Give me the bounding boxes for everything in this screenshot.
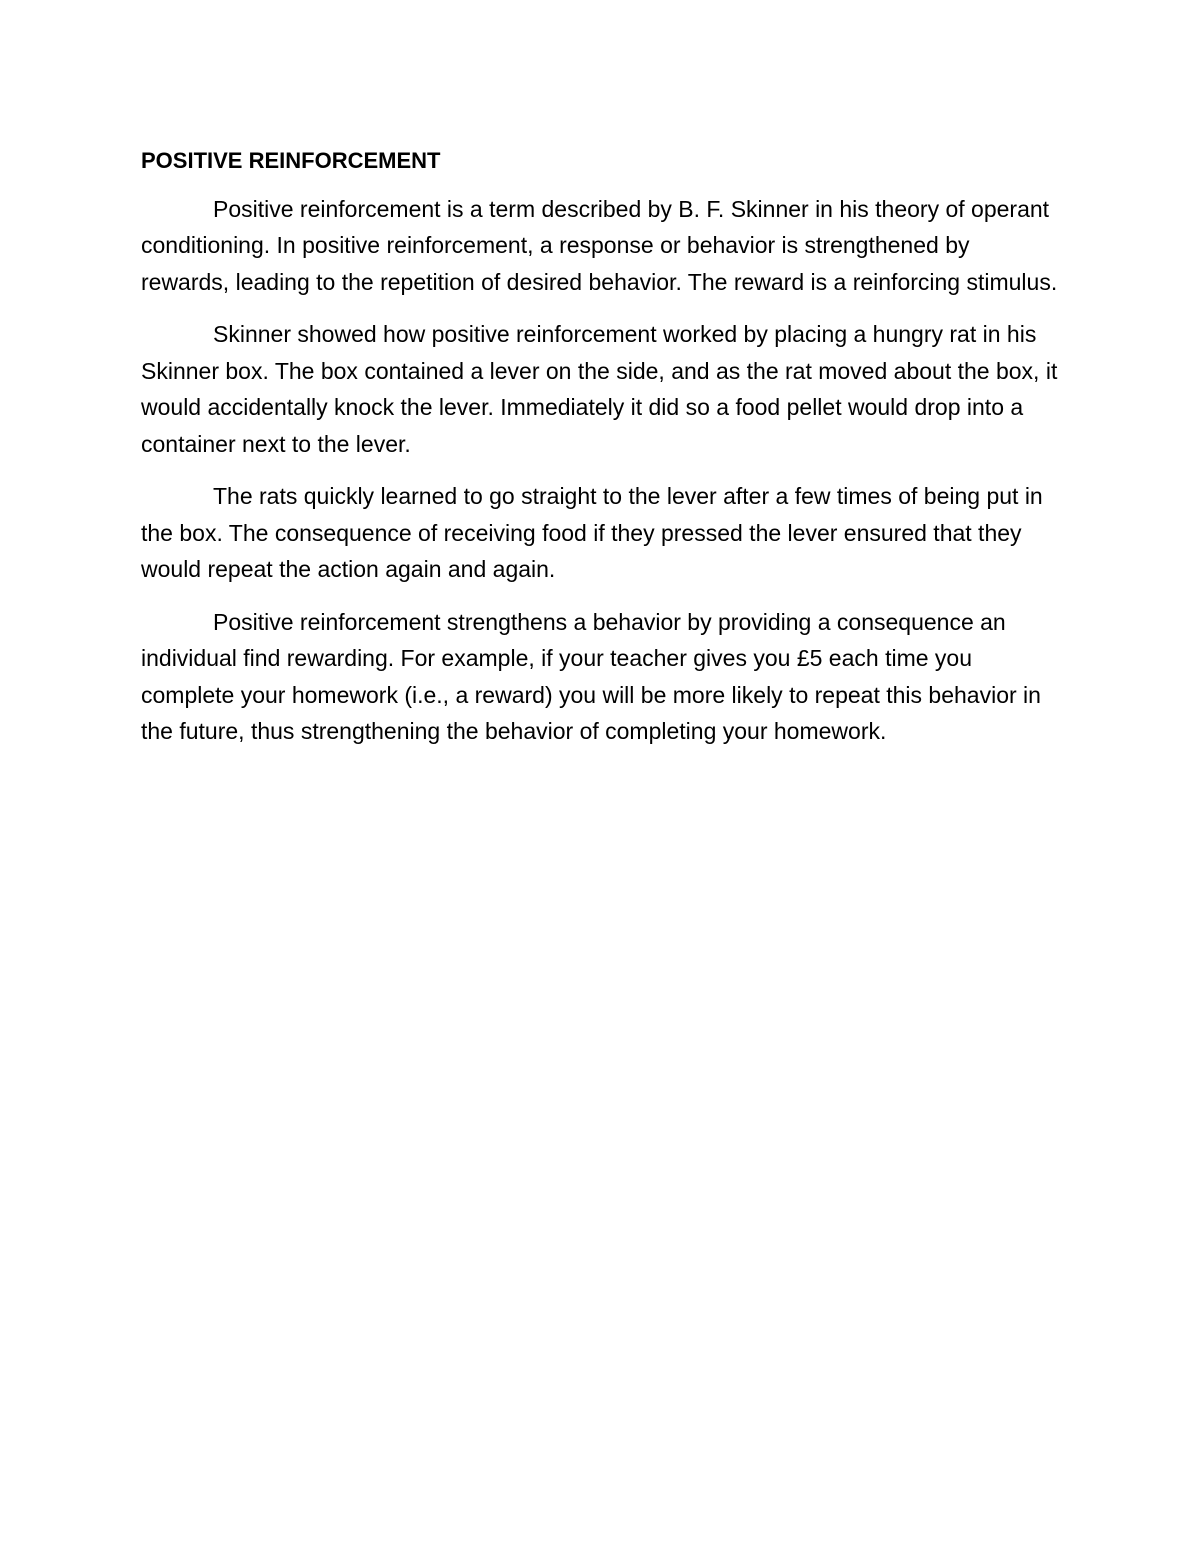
document-body [141, 143, 1061, 766]
paragraph-2: Skinner showed how positive reinforcement worked by placing a hungry rat in his Skinner box. The box contained a lever on the side, and as the rat moved about the box, it would accidentally knock the lever. Immediately it did so a food pellet would drop into a container next to the lever. [141, 321, 1058, 457]
paragraph-3: The rats quickly learned to go straight to the lever after a few times of being put in the box. The consequence of receiving food if they pressed the lever ensured that they would repeat the action again and again. [141, 483, 1043, 582]
paragraph-4: Positive reinforcement strengthens a behavior by providing a consequence an individual find rewarding. For example, if your teacher gives you £5 each time you complete your homework (i.e., a reward) you will be more likely to repeat this behavior in the future, thus strengthening the behavior of completing your homework. [141, 608, 1041, 744]
paragraph-1: Positive reinforcement is a term described by B. F. Skinner in his theory of operant conditioning. In positive reinforcement, a response or behavior is strengthened by rewards, leading to the repetition of desired behavior. The reward is a reinforcing stimulus. [141, 195, 1058, 295]
document-title: POSITIVE REINFORCEMENT [141, 148, 441, 173]
